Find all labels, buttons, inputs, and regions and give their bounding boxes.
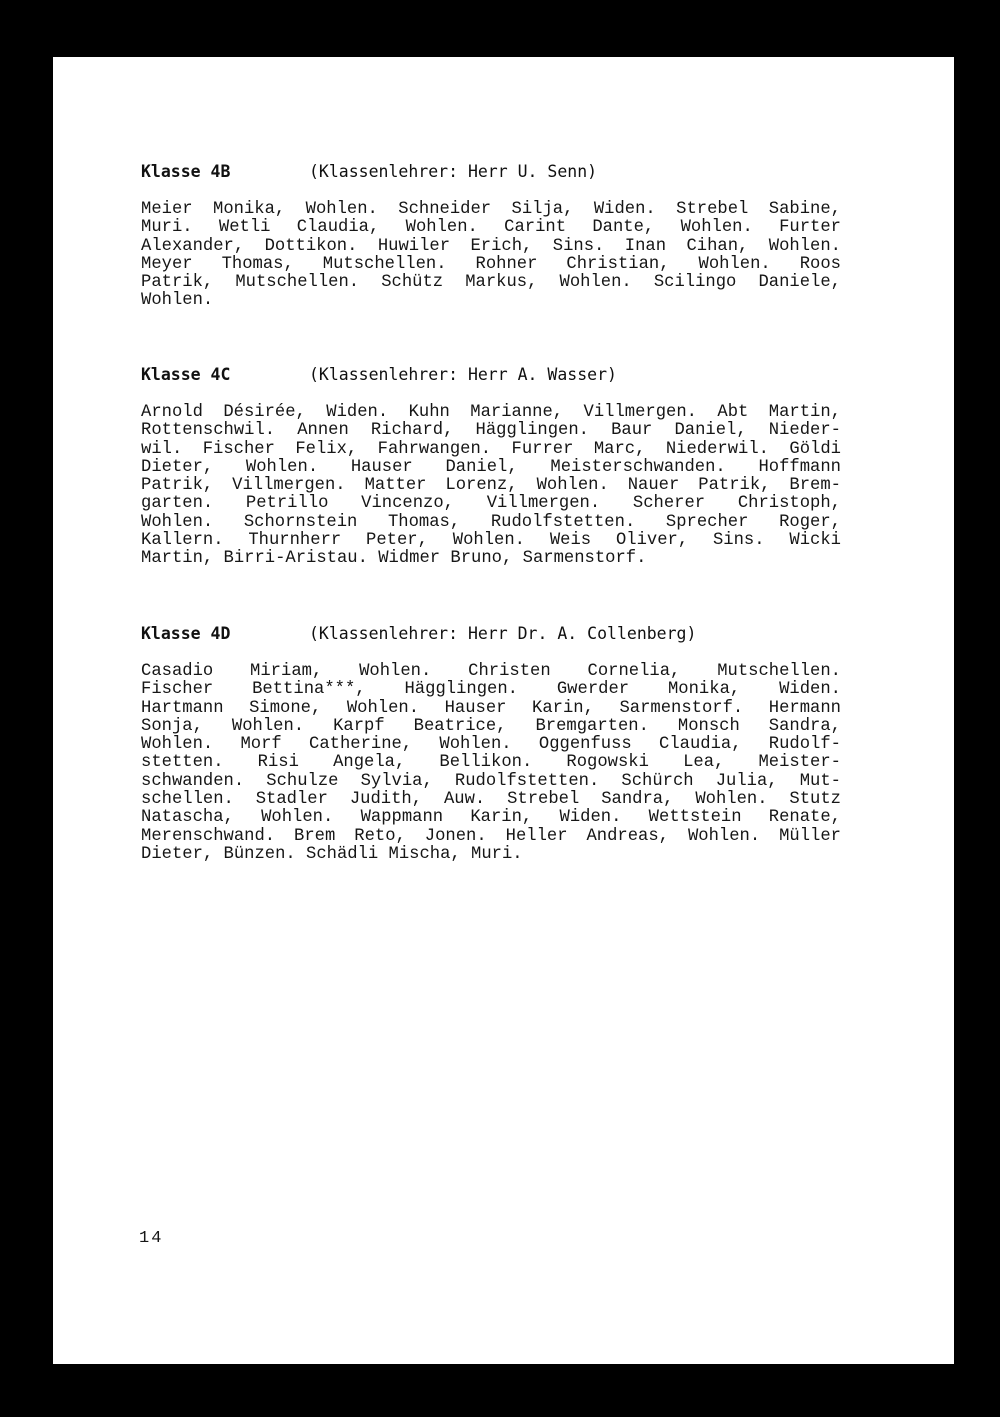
class-name: Klasse 4D: [141, 624, 231, 643]
roster-line: Hartmann Simone, Wohlen. Hauser Karin, Sarmenstorf. Hermann: [141, 698, 841, 718]
page-number: 14: [139, 1229, 164, 1248]
roster-line: Casadio Miriam, Wohlen. Christen Cornelia, Mutschellen.: [141, 662, 841, 681]
roster-line: Wohlen.: [141, 291, 214, 311]
roster-line: Meyer Thomas, Mutschellen. Rohner Christian, Wohlen. Roos: [141, 254, 841, 274]
section-heading: [141, 623, 841, 645]
roster-line: Merenschwand. Brem Reto, Jonen. Heller Andreas, Wohlen. Müller: [141, 826, 841, 846]
roster-line: Dieter, Wohlen. Hauser Daniel, Meisterschwanden. Hoffmann: [141, 457, 841, 477]
roster-line: Dieter, Bünzen. Schädli Mischa, Muri.: [141, 844, 523, 864]
roster-line: Meier Monika, Wohlen. Schneider Silja, Widen. Strebel Sabine,: [141, 200, 841, 219]
roster-line: Sonja, Wohlen. Karpf Beatrice, Bremgarten. Monsch Sandra,: [141, 716, 841, 736]
student-roster: [141, 663, 841, 864]
roster-line: Muri. Wetli Claudia, Wohlen. Carint Dante, Wohlen. Furter: [141, 218, 841, 238]
class-teacher: (Klassenlehrer: Herr U. Senn): [309, 162, 598, 181]
student-roster: [141, 404, 841, 569]
roster-line: schellen. Stadler Judith, Auw. Strebel Sandra, Wohlen. Stutz: [141, 790, 841, 810]
roster-line: Rottenschwil. Annen Richard, Hägglingen. Baur Daniel, Nieder-: [141, 421, 841, 441]
class-name: Klasse 4C: [141, 365, 231, 384]
roster-line: garten. Petrillo Vincenzo, Villmergen. Scherer Christoph,: [141, 494, 841, 514]
section-klasse-4d: [141, 623, 841, 864]
roster-line: Patrik, Mutschellen. Schütz Markus, Wohlen. Scilingo Daniele,: [141, 273, 841, 293]
class-teacher: (Klassenlehrer: Herr A. Wasser): [309, 365, 617, 384]
roster-line: Wohlen. Morf Catherine, Wohlen. Oggenfuss Claudia, Rudolf-: [141, 735, 841, 755]
class-name: Klasse 4B: [141, 162, 231, 181]
student-roster: [141, 201, 841, 311]
roster-line: Natascha, Wohlen. Wappmann Karin, Widen. Wettstein Renate,: [141, 808, 841, 828]
section-klasse-4b: [141, 161, 841, 311]
roster-line: Fischer Bettina***, Hägglingen. Gwerder Monika, Widen.: [141, 680, 841, 700]
roster-line: Kallern. Thurnherr Peter, Wohlen. Weis Oliver, Sins. Wicki: [141, 531, 841, 551]
section-heading: [141, 161, 841, 183]
roster-line: Martin, Birri-Aristau. Widmer Bruno, Sarmenstorf.: [141, 549, 647, 569]
roster-line: Arnold Désirée, Widen. Kuhn Marianne, Villmergen. Abt Martin,: [141, 403, 841, 422]
document-page: [53, 57, 954, 1364]
roster-line: Alexander, Dottikon. Huwiler Erich, Sins. Inan Cihan, Wohlen.: [141, 236, 841, 256]
section-heading: [141, 364, 841, 386]
class-teacher: (Klassenlehrer: Herr Dr. A. Collenberg): [309, 624, 697, 643]
section-klasse-4c: [141, 364, 841, 569]
roster-line: Wohlen. Schornstein Thomas, Rudolfstetten. Sprecher Roger,: [141, 512, 841, 532]
roster-line: schwanden. Schulze Sylvia, Rudolfstetten. Schürch Julia, Mut-: [141, 771, 841, 791]
roster-line: stetten. Risi Angela, Bellikon. Rogowski Lea, Meister-: [141, 753, 841, 773]
roster-line: Patrik, Villmergen. Matter Lorenz, Wohlen. Nauer Patrik, Brem-: [141, 476, 841, 496]
roster-line: wil. Fischer Felix, Fahrwangen. Furrer Marc, Niederwil. Göldi: [141, 439, 841, 459]
